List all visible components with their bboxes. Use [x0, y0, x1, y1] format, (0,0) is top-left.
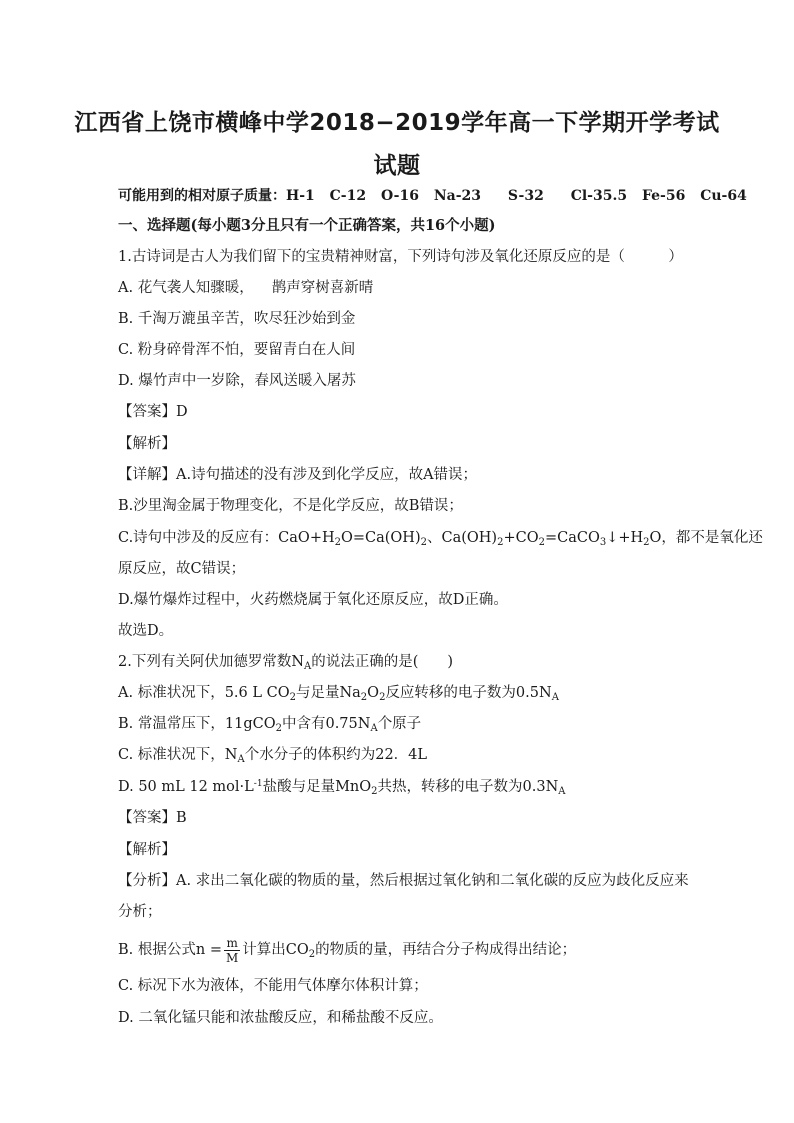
- q2-option-c: [118, 745, 678, 765]
- q2-option-b-text: 中含有0.75N: [281, 716, 371, 732]
- q1-option-a: [118, 278, 678, 298]
- section-heading: 一、选择题(每小题3分且只有一个正确答案，共16个小题): [118, 217, 496, 234]
- subscript: 2: [497, 537, 504, 548]
- q1-detail-c-line2: 原反应，故C错误；: [118, 561, 246, 577]
- subscript: 2: [289, 692, 296, 703]
- mass-fe: Fe-56: [641, 188, 686, 204]
- q1-conclusion: 故选D。: [118, 623, 174, 639]
- q1-option-d: D. 爆竹声中一岁除，春风送暖入屠苏: [118, 373, 356, 389]
- q1-detail-b: B.沙里淘金属于物理变化，不是化学反应，故B错误；: [118, 498, 463, 514]
- subscript: 2: [360, 692, 368, 703]
- q2-fenxi-a: 【分析】A. 求出二氧化碳的物质的量，然后根据过氧化钠和二氧化碳的反应为歧化反应来: [118, 873, 689, 889]
- q2-fenxi-b-text: 计算出CO: [242, 942, 309, 958]
- q1-option-a-part1: A. 花气袭人知骤暖，: [118, 280, 254, 296]
- superscript: -1: [253, 779, 263, 789]
- q1-detail-c-text: C.诗句中涉及的反应有：CaO+H: [118, 530, 335, 546]
- q2-option-a-text: O: [367, 685, 380, 701]
- q2-option-a: [118, 683, 678, 703]
- q1-option-c: C. 粉身碎骨浑不怕，要留青白在人间: [118, 342, 356, 358]
- subscript: A: [551, 692, 559, 703]
- q2-option-d-text: 共热，转移的电子数为0.3N: [377, 779, 559, 795]
- q2-option-d-text: D. 50 mL 12 mol·L: [118, 779, 254, 795]
- subscript: A: [558, 786, 566, 797]
- mass-cu: Cu-64: [700, 188, 747, 204]
- q2-option-a-text: 与足量Na: [295, 685, 361, 701]
- q2-option-b-text: 个原子: [377, 716, 422, 732]
- q2-fenxi-c: C. 标况下水为液体，不能用气体摩尔体积计算；: [118, 978, 428, 994]
- q1-detail-c-text: O，都不是氧化还: [649, 530, 763, 546]
- subscript: A: [304, 661, 312, 672]
- q1-detail-c-text: 、Ca(OH): [426, 530, 498, 546]
- subscript: 3: [599, 537, 607, 548]
- document-title-line1: 江西省上饶市横峰中学2018−2019学年高一下学期开学考试: [74, 110, 720, 136]
- subscript: 2: [379, 692, 386, 703]
- q2-fenxi-d: D. 二氧化锰只能和浓盐酸反应，和稀盐酸不反应。: [118, 1010, 443, 1026]
- mass-o: O-16: [380, 188, 419, 204]
- q2-fenxi-b-text: B. 根据公式n =: [118, 942, 222, 958]
- q2-option-d-text: 盐酸与足量MnO: [262, 779, 372, 795]
- atomic-masses: [118, 186, 747, 206]
- q2-option-c-text: C. 标准状况下，N: [118, 747, 238, 763]
- subscript: A: [370, 723, 378, 734]
- q2-stem-text: 的说法正确的是( ): [311, 654, 454, 670]
- q1-detail-d: D.爆竹爆炸过程中，火药燃烧属于氧化还原反应，故D正确。: [118, 592, 508, 608]
- document-title-line2: 试题: [373, 153, 421, 179]
- q1-option-b: B. 千淘万漉虽辛苦，吹尽狂沙始到金: [118, 311, 356, 327]
- q2-option-d: [118, 777, 678, 797]
- q1-analysis-label: 【解析】: [118, 436, 176, 452]
- q2-fenxi-a-line2: 分析；: [118, 904, 162, 920]
- q2-analysis-label: 【解析】: [118, 842, 176, 858]
- fraction-denominator: M: [225, 950, 239, 965]
- mass-cl: Cl-35.5: [570, 188, 628, 204]
- mass-na: Na-23: [433, 188, 482, 204]
- q2-answer: 【答案】B: [118, 810, 187, 826]
- q1-stem: 1.古诗词是古人为我们留下的宝贵精神财富，下列诗句涉及氧化还原反应的是（ ）: [118, 249, 683, 265]
- q1-option-a-part2: 鹊声穿树喜新晴: [271, 280, 374, 296]
- q2-stem: [118, 652, 678, 672]
- q2-fenxi-b-text: 的物质的量，再结合分子构成得出结论；: [315, 942, 577, 958]
- formula-fraction: [224, 936, 240, 965]
- q2-fenxi-b: [118, 935, 678, 965]
- mass-h: H-1: [286, 188, 315, 204]
- q2-option-a-text: A. 标准状况下，5.6 L CO: [118, 685, 290, 701]
- q1-answer: 【答案】D: [118, 404, 188, 420]
- subscript: 2: [371, 786, 378, 797]
- q2-stem-text: 2.下列有关阿伏加德罗常数N: [118, 654, 305, 670]
- q2-option-c-text: 个水分子的体积约为22．4L: [244, 747, 428, 763]
- q2-option-a-text: 反应转移的电子数为0.5N: [385, 685, 552, 701]
- q1-detail-c: [118, 528, 763, 548]
- q1-detail-c-text: =CaCO: [544, 530, 600, 546]
- subscript: 2: [334, 537, 341, 548]
- mass-s: S-32: [507, 188, 544, 204]
- subscript: 2: [420, 537, 427, 548]
- q1-detail-c-text: ↓+H: [606, 530, 644, 546]
- mass-c: C-12: [329, 188, 367, 204]
- subscript: 2: [308, 949, 316, 960]
- q2-option-b: [118, 714, 678, 734]
- subscript: A: [237, 754, 245, 765]
- q1-detail-a: 【详解】A.诗句描述的没有涉及到化学反应，故A错误；: [118, 467, 478, 483]
- q1-detail-c-text: +CO: [503, 530, 539, 546]
- q2-option-b-text: B. 常温常压下，11gCO: [118, 716, 276, 732]
- subscript: 2: [643, 537, 650, 548]
- q1-detail-c-text: O=Ca(OH): [340, 530, 421, 546]
- subscript: 2: [275, 723, 282, 734]
- fraction-numerator: m: [224, 936, 240, 951]
- subscript: 2: [538, 537, 545, 548]
- atomic-masses-label: 可能用到的相对原子质量：: [118, 188, 286, 204]
